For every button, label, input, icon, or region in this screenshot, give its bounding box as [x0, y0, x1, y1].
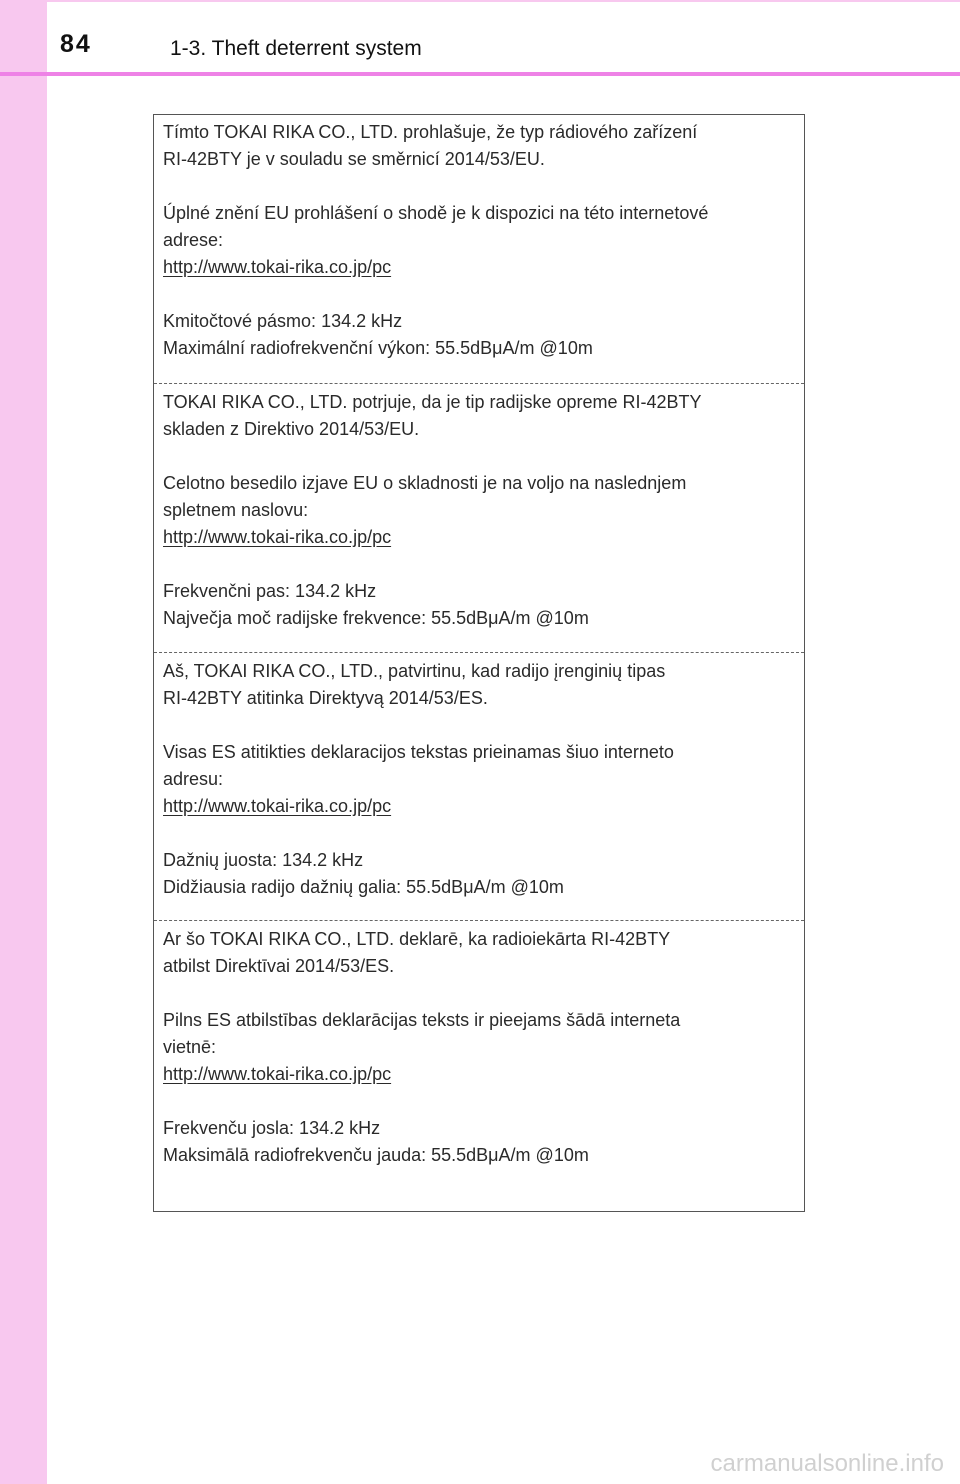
- availability-line-2: adrese:: [163, 230, 224, 250]
- header-top-band: [0, 0, 960, 2]
- availability-line-1: Pilns ES atbilstības deklarācijas teksts ir pieejams šādā interneta: [163, 1010, 681, 1030]
- side-tab-strip: [0, 0, 47, 1484]
- declaration-latvian: [154, 922, 804, 1169]
- watermark: carmanualsonline.info: [710, 1450, 944, 1477]
- declaration-url-link[interactable]: http://www.tokai-rika.co.jp/pc: [163, 257, 392, 277]
- frequency-band: Frekvenču josla: 134.2 kHz: [163, 1118, 381, 1138]
- header-rule: [0, 72, 960, 76]
- availability-line-1: Úplné znění EU prohlášení o shodě je k dispozici na této internetové: [163, 203, 709, 223]
- statement-line-2: RI-42BTY atitinka Direktyvą 2014/53/ES.: [163, 688, 488, 708]
- availability-line-2: spletnem naslovu:: [163, 500, 309, 520]
- availability-line-2: adresu:: [163, 769, 224, 789]
- frequency-band: Dažnių juosta: 134.2 kHz: [163, 850, 364, 870]
- section-title: 1-3. Theft deterrent system: [170, 37, 422, 60]
- declaration-lithuanian: [154, 654, 804, 901]
- statement-line-2: skladen z Direktivo 2014/53/EU.: [163, 419, 420, 439]
- section-divider: [154, 920, 804, 921]
- page-number: 84: [60, 30, 92, 58]
- availability-line-1: Celotno besedilo izjave EU o skladnosti je na voljo na naslednjem: [163, 473, 687, 493]
- frequency-band: Frekvenčni pas: 134.2 kHz: [163, 581, 377, 601]
- statement-line-1: Tímto TOKAI RIKA CO., LTD. prohlašuje, že typ rádiového zařízení: [163, 122, 698, 142]
- statement-line-1: TOKAI RIKA CO., LTD. potrjuje, da je tip radijske opreme RI-42BTY: [163, 392, 702, 412]
- statement-line-1: Ar šo TOKAI RIKA CO., LTD. deklarē, ka radioiekārta RI-42BTY: [163, 929, 671, 949]
- declaration-url-link[interactable]: http://www.tokai-rika.co.jp/pc: [163, 796, 392, 816]
- statement-line-2: atbilst Direktīvai 2014/53/ES.: [163, 956, 395, 976]
- max-power: Maximální radiofrekvenční výkon: 55.5dBμA/m @10m: [163, 338, 593, 358]
- declaration-url-link[interactable]: http://www.tokai-rika.co.jp/pc: [163, 1064, 392, 1084]
- availability-line-1: Visas ES atitikties deklaracijos tekstas prieinamas šiuo interneto: [163, 742, 674, 762]
- declaration-czech: [154, 115, 804, 362]
- declaration-slovenian: [154, 385, 804, 632]
- declaration-url-link[interactable]: http://www.tokai-rika.co.jp/pc: [163, 527, 392, 547]
- statement-line-1: Aš, TOKAI RIKA CO., LTD., patvirtinu, kad radijo įrenginių tipas: [163, 661, 666, 681]
- section-divider: [154, 652, 804, 653]
- max-power: Didžiausia radijo dažnių galia: 55.5dBμA/m @10m: [163, 877, 564, 897]
- max-power: Največja moč radijske frekvence: 55.5dBμA/m @10m: [163, 608, 589, 628]
- availability-line-2: vietnē:: [163, 1037, 217, 1057]
- statement-line-2: RI-42BTY je v souladu se směrnicí 2014/53/EU.: [163, 149, 545, 169]
- frequency-band: Kmitočtové pásmo: 134.2 kHz: [163, 311, 403, 331]
- max-power: Maksimālā radiofrekvenču jauda: 55.5dBμA/m @10m: [163, 1145, 589, 1165]
- section-divider: [154, 383, 804, 384]
- declaration-box: [153, 114, 805, 1212]
